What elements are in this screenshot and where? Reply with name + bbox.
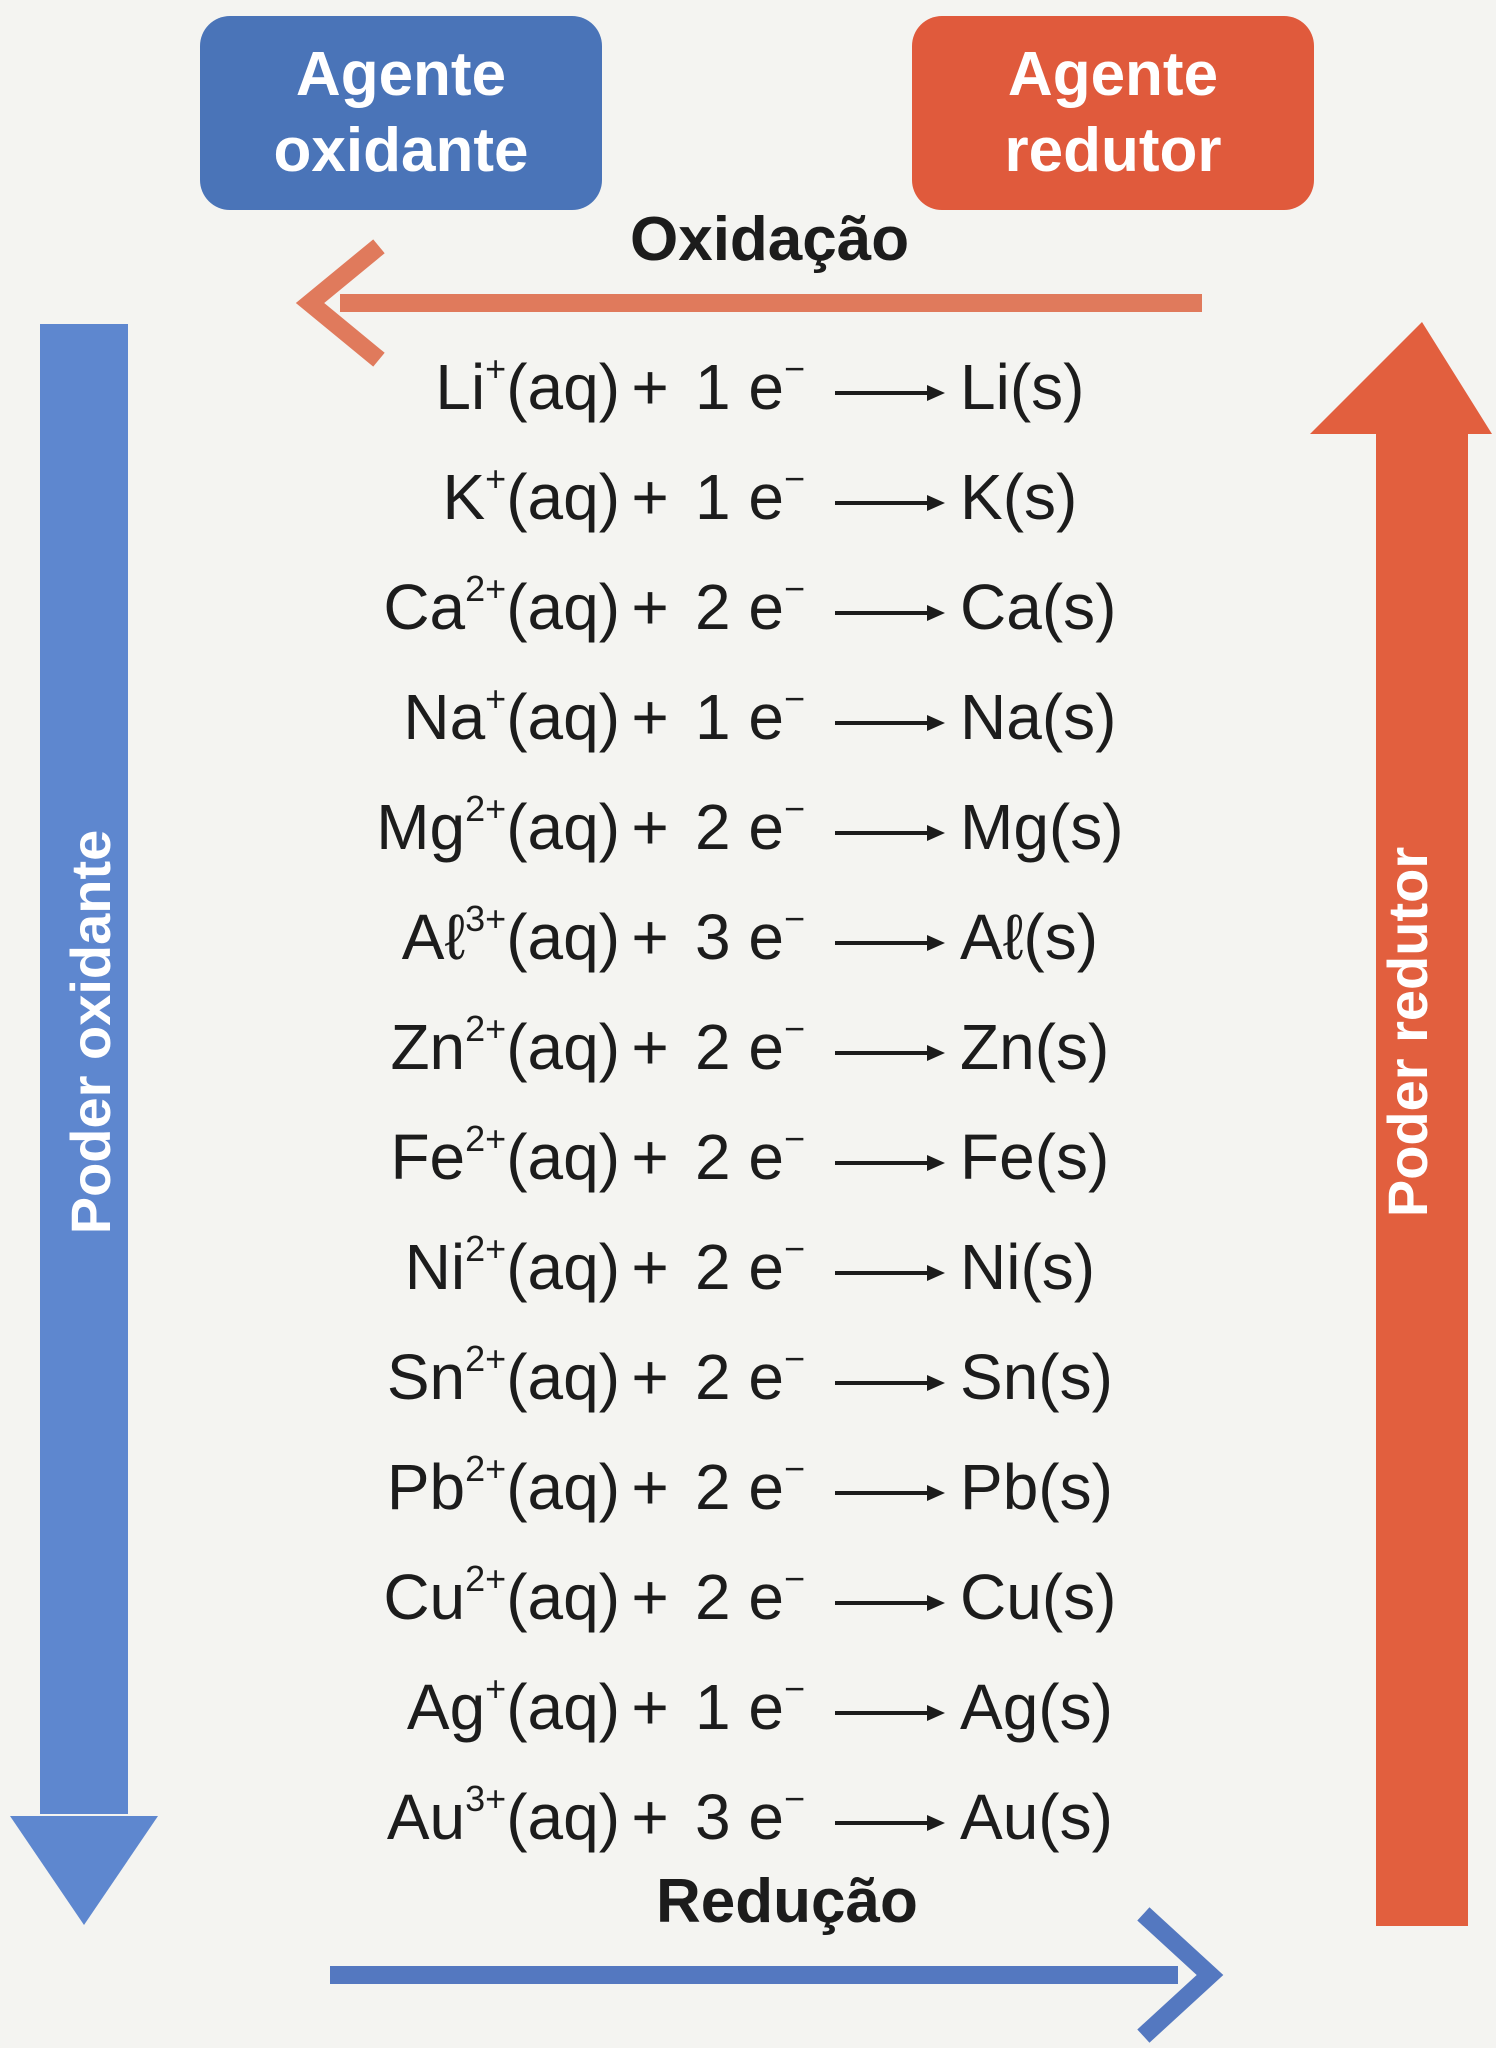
oxidizing-power-label: Poder oxidante	[59, 829, 122, 1235]
plus-sign: +	[631, 1231, 669, 1303]
reaction-arrow-icon	[820, 1230, 960, 1304]
electron-charge: −	[783, 348, 805, 389]
product: Na(s)	[960, 681, 1117, 753]
reactant-ion	[300, 1780, 620, 1854]
ion-charge: 2+	[465, 1338, 507, 1379]
electron-charge: −	[783, 568, 805, 609]
reaction-arrow-icon	[820, 1340, 960, 1414]
ion-symbol: Ag	[406, 1671, 486, 1743]
electron-count: 3 e	[695, 1781, 784, 1853]
plus-sign: +	[631, 461, 669, 533]
electron-count: 2 e	[695, 1451, 784, 1523]
product: Pb(s)	[960, 1451, 1113, 1523]
electron-charge: −	[783, 1448, 805, 1489]
product: Sn(s)	[960, 1341, 1113, 1413]
ion-charge: 2+	[465, 568, 507, 609]
product: Fe(s)	[960, 1121, 1110, 1193]
ion-charge: 3+	[465, 898, 507, 939]
ion-charge: +	[485, 348, 507, 389]
ion-charge: 3+	[465, 1778, 507, 1819]
plus-sign: +	[631, 1451, 669, 1523]
aqueous-state: (aq)	[506, 1671, 620, 1743]
plus-sign: +	[631, 791, 669, 863]
electrons	[680, 1780, 820, 1854]
reactant-ion	[300, 790, 620, 864]
plus-sign: +	[631, 1781, 669, 1853]
aqueous-state: (aq)	[506, 791, 620, 863]
equation-row	[300, 442, 1200, 552]
oxidation-label: Oxidação	[630, 205, 910, 274]
reaction-arrow-icon	[820, 900, 960, 974]
electrons	[680, 1560, 820, 1634]
reactant-ion	[300, 680, 620, 754]
electron-count: 2 e	[695, 1121, 784, 1193]
electron-charge: −	[783, 1118, 805, 1159]
reactant-ion	[300, 1120, 620, 1194]
electron-charge: −	[783, 1008, 805, 1049]
electrons	[680, 570, 820, 644]
reactant-ion	[300, 570, 620, 644]
product: Ni(s)	[960, 1231, 1096, 1303]
reactant-ion	[300, 1230, 620, 1304]
plus-sign: +	[631, 571, 669, 643]
reaction-arrow-icon	[820, 1670, 960, 1744]
plus-sign: +	[631, 1671, 669, 1743]
product: Zn(s)	[960, 1011, 1110, 1083]
electrons	[680, 1340, 820, 1414]
reducing-power-label: Poder redutor	[1376, 846, 1439, 1218]
electron-charge: −	[783, 1778, 805, 1819]
aqueous-state: (aq)	[506, 1341, 620, 1413]
ion-symbol: Mg	[376, 791, 466, 863]
reduction-label: Redução	[656, 1867, 918, 1936]
electron-charge: −	[783, 898, 805, 939]
ion-charge: 2+	[465, 1558, 507, 1599]
ion-charge: +	[485, 1668, 507, 1709]
electron-charge: −	[783, 678, 805, 719]
electron-charge: −	[783, 458, 805, 499]
product: Aℓ(s)	[960, 901, 1098, 973]
product: Au(s)	[960, 1781, 1113, 1853]
reactant-ion	[300, 350, 620, 424]
electron-charge: −	[783, 1228, 805, 1269]
aqueous-state: (aq)	[506, 571, 620, 643]
aqueous-state: (aq)	[506, 1781, 620, 1853]
aqueous-state: (aq)	[506, 1451, 620, 1523]
ion-symbol: Cu	[383, 1561, 466, 1633]
equation-row	[300, 1542, 1200, 1652]
reactant-ion	[300, 900, 620, 974]
electrons	[680, 350, 820, 424]
reaction-arrow-icon	[820, 460, 960, 534]
reaction-arrow-icon	[820, 350, 960, 424]
electron-count: 2 e	[695, 1011, 784, 1083]
product: K(s)	[960, 461, 1078, 533]
equation-row	[300, 1762, 1200, 1872]
ion-symbol: Pb	[386, 1451, 466, 1523]
reactant-ion	[300, 1010, 620, 1084]
reaction-arrow-icon	[820, 1120, 960, 1194]
reaction-arrow-icon	[820, 1780, 960, 1854]
plus-sign: +	[631, 1561, 669, 1633]
electron-count: 3 e	[695, 901, 784, 973]
reaction-arrow-icon	[820, 1010, 960, 1084]
equation-row	[300, 1432, 1200, 1542]
ion-symbol: Sn	[386, 1341, 466, 1413]
ion-charge: 2+	[465, 1448, 507, 1489]
electron-count: 2 e	[695, 1561, 784, 1633]
electron-count: 2 e	[695, 1341, 784, 1413]
ion-symbol: Aℓ	[401, 901, 466, 973]
reaction-arrow-icon	[820, 1450, 960, 1524]
electron-count: 1 e	[695, 1671, 784, 1743]
half-reaction-table	[300, 332, 1200, 1872]
reactant-ion	[300, 1450, 620, 1524]
product: Li(s)	[960, 351, 1085, 423]
reactant-ion	[300, 1560, 620, 1634]
equation-row	[300, 772, 1200, 882]
electron-count: 2 e	[695, 791, 784, 863]
ion-charge: 2+	[465, 1118, 507, 1159]
reaction-arrow-icon	[820, 1560, 960, 1634]
electrons	[680, 790, 820, 864]
plus-sign: +	[631, 1121, 669, 1193]
ion-symbol: Li	[435, 351, 486, 423]
reducing-agent-line1: Agente	[1007, 40, 1219, 109]
electrons	[680, 1670, 820, 1744]
oxidizing-agent-line2: oxidante	[273, 116, 529, 185]
electron-charge: −	[783, 1558, 805, 1599]
reaction-arrow-icon	[820, 680, 960, 754]
equation-row	[300, 882, 1200, 992]
aqueous-state: (aq)	[506, 681, 620, 753]
ion-symbol: Ca	[383, 571, 466, 643]
reaction-arrow-icon	[820, 790, 960, 864]
electron-charge: −	[783, 1668, 805, 1709]
reactant-ion	[300, 1670, 620, 1744]
aqueous-state: (aq)	[506, 1121, 620, 1193]
equation-row	[300, 1212, 1200, 1322]
electrons	[680, 1230, 820, 1304]
equation-row	[300, 1652, 1200, 1762]
ion-symbol: K	[442, 461, 486, 533]
equation-row	[300, 992, 1200, 1102]
equation-row	[300, 1102, 1200, 1212]
oxidizing-agent-line1: Agente	[295, 40, 507, 109]
electrons	[680, 1120, 820, 1194]
ion-charge: +	[485, 678, 507, 719]
plus-sign: +	[631, 1341, 669, 1413]
aqueous-state: (aq)	[506, 461, 620, 533]
plus-sign: +	[631, 351, 669, 423]
aqueous-state: (aq)	[506, 1011, 620, 1083]
reactant-ion	[300, 460, 620, 534]
reducing-agent-line2: redutor	[1004, 116, 1222, 185]
reaction-arrow-icon	[820, 570, 960, 644]
electrons	[680, 900, 820, 974]
equation-row	[300, 1322, 1200, 1432]
plus-sign: +	[631, 1011, 669, 1083]
ion-charge: 2+	[465, 1228, 507, 1269]
plus-sign: +	[631, 681, 669, 753]
equation-row	[300, 662, 1200, 772]
aqueous-state: (aq)	[506, 1561, 620, 1633]
product: Cu(s)	[960, 1561, 1117, 1633]
electron-count: 1 e	[695, 351, 784, 423]
ion-charge: 2+	[465, 1008, 507, 1049]
product: Mg(s)	[960, 791, 1124, 863]
ion-symbol: Na	[403, 681, 486, 753]
equation-row	[300, 332, 1200, 442]
product: Ca(s)	[960, 571, 1117, 643]
electron-count: 2 e	[695, 571, 784, 643]
product: Ag(s)	[960, 1671, 1113, 1743]
aqueous-state: (aq)	[506, 901, 620, 973]
plus-sign: +	[631, 901, 669, 973]
electrons	[680, 1010, 820, 1084]
electron-count: 1 e	[695, 461, 784, 533]
electrons	[680, 1450, 820, 1524]
aqueous-state: (aq)	[506, 351, 620, 423]
electrons	[680, 460, 820, 534]
electron-charge: −	[783, 788, 805, 829]
ion-symbol: Ni	[404, 1231, 466, 1303]
ion-charge: 2+	[465, 788, 507, 829]
ion-charge: +	[485, 458, 507, 499]
electron-count: 1 e	[695, 681, 784, 753]
electron-count: 2 e	[695, 1231, 784, 1303]
reactant-ion	[300, 1340, 620, 1414]
equation-row	[300, 552, 1200, 662]
aqueous-state: (aq)	[506, 1231, 620, 1303]
electron-charge: −	[783, 1338, 805, 1379]
ion-symbol: Zn	[390, 1011, 466, 1083]
ion-symbol: Au	[386, 1781, 466, 1853]
electrons	[680, 680, 820, 754]
ion-symbol: Fe	[390, 1121, 466, 1193]
